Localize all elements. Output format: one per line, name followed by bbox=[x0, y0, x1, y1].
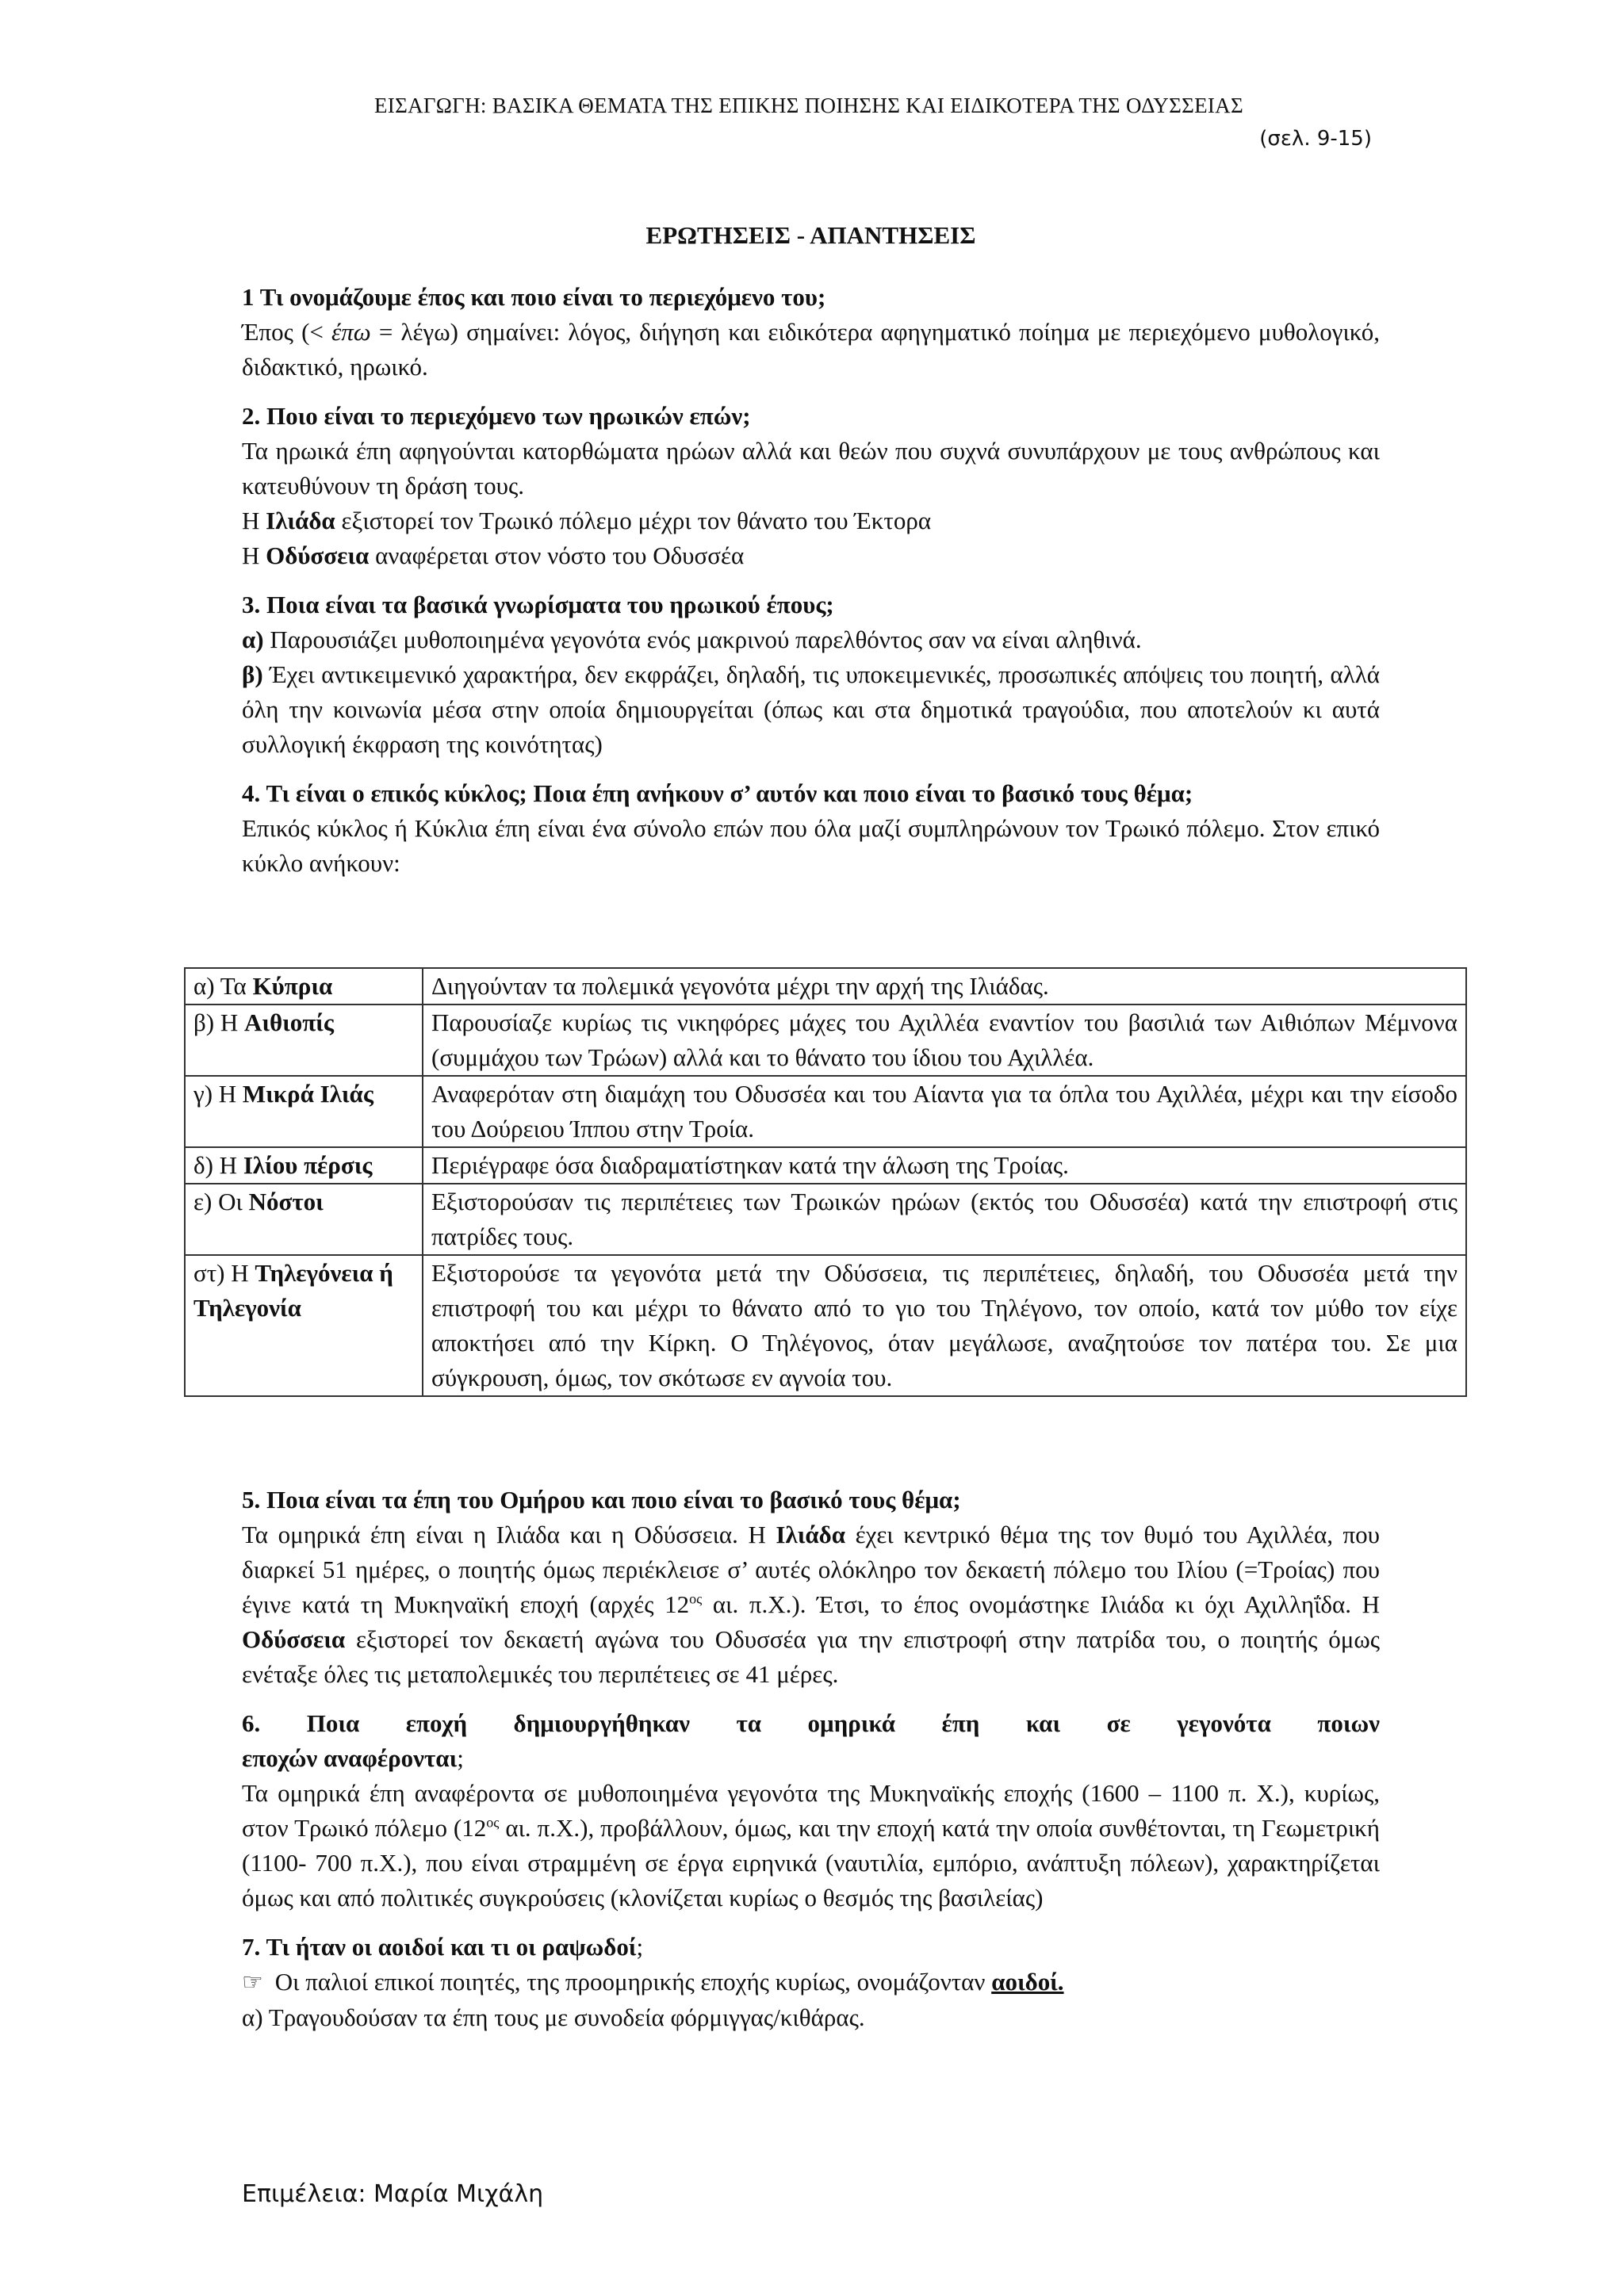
answer-6-sup: ος bbox=[486, 1814, 500, 1831]
question-6-line-2-bold: εποχών αναφέρονται bbox=[242, 1744, 458, 1772]
table-row bbox=[185, 1184, 1466, 1255]
answer-7-line-2: α) Τραγουδούσαν τα έπη τους με συνοδεία φόρμιγγας/κιθάρας. bbox=[242, 2003, 865, 2031]
epic-cycle-table bbox=[184, 967, 1467, 1397]
answer-7-text: Οι παλιοί επικοί ποιητές, της προομηρικής εποχής κυρίως, ονομάζονταν bbox=[269, 1968, 992, 1996]
epic-name: Τηλεγόνεια ή Τηλεγονία bbox=[193, 1259, 393, 1322]
odyssey-text: αναφέρεται στον νόστο του Οδυσσέα bbox=[369, 541, 745, 569]
epic-name: Νόστοι bbox=[248, 1188, 324, 1215]
question-6-end: ; bbox=[457, 1744, 464, 1772]
iliad-text: εξιστορεί τον Τρωικό πόλεμο μέχρι τον θάνατο του Έκτορα bbox=[335, 507, 932, 534]
marker-a: α) bbox=[242, 626, 264, 653]
odyssey-name: Οδύσσεια bbox=[266, 541, 370, 569]
answer-5-iliad: Ιλιάδα bbox=[776, 1521, 846, 1548]
question-7-end: ; bbox=[636, 1933, 644, 1961]
answer-6-text-1: Τα ομηρικά έπη αναφέροντα σε μυθοποιημένα γεγονότα της Μυκηναϊκής εποχής (1600 – 1100 π. Χ.), κυρίως, στον Τρωικό πόλεμο (12 bbox=[242, 1779, 1380, 1842]
epic-name: Ιλίου πέρσις bbox=[243, 1151, 373, 1179]
answer-5-sup: ος bbox=[689, 1590, 703, 1607]
section-q7 bbox=[242, 1930, 1380, 2035]
answer-3-a-text: Παρουσιάζει μυθοποιημένα γεγονότα ενός μακρινού παρελθόντος σαν να είναι αληθινά. bbox=[263, 626, 1142, 653]
iliad-prefix: Η bbox=[242, 507, 266, 534]
question-2: 2. Ποιο είναι το περιεχόμενο των ηρωικών επών; bbox=[242, 402, 751, 430]
epic-name-cell bbox=[185, 1184, 423, 1255]
question-1: 1 Τι ονομάζουμε έπος και ποιο είναι το περιεχόμενο του; bbox=[242, 283, 826, 311]
epic-name-cell bbox=[185, 968, 423, 1004]
main-title: ΕΡΩΤΗΣΕΙΣ - ΑΠΑΝΤΗΣΕΙΣ bbox=[645, 221, 976, 249]
epic-name-cell bbox=[185, 1076, 423, 1147]
epic-prefix: β) Η bbox=[193, 1008, 244, 1036]
iliad-name: Ιλιάδα bbox=[266, 507, 335, 534]
answer-3-b-text: Έχει αντικειμενικό χαρακτήρα, δεν εκφράζει, δηλαδή, τις υποκειμενικές, προσωπικές απόψεις του ποιητή, αλλά όλη την κοινωνία μέσα στην οποία δημιουργείται (όπως και στα δημοτικά τραγούδια, που αποτελούν κι αυτά συλλογική έκφραση της κοινότητας) bbox=[242, 660, 1380, 758]
epic-prefix: ε) Οι bbox=[193, 1188, 249, 1215]
epic-name-cell bbox=[185, 1255, 423, 1396]
epic-prefix: στ) Η bbox=[193, 1259, 255, 1287]
question-6-line-1: 6. Ποια εποχή δημιουργήθηκαν τα ομηρικά έπη και σε γεγονότα ποιων bbox=[242, 1709, 1380, 1737]
epic-description-cell: Παρουσίαζε κυρίως τις νικηφόρες μάχες του Αχιλλέα εναντίον του βασιλιά των Αιθιόπων Μέμνονα (συμμάχου των Τρώων) αλλά και το θάνατο του ίδιου του Αχιλλέα. bbox=[423, 1004, 1466, 1076]
section-q2 bbox=[242, 399, 1380, 573]
odyssey-prefix: Η bbox=[242, 541, 266, 569]
answer-5-text-1: Τα ομηρικά έπη είναι η Ιλιάδα και η Οδύσσεια. Η bbox=[242, 1521, 776, 1548]
epic-prefix: γ) Η bbox=[193, 1080, 243, 1108]
epic-name-cell bbox=[185, 1147, 423, 1184]
question-3: 3. Ποια είναι τα βασικά γνωρίσματα του ηρωικού έπους; bbox=[242, 591, 834, 618]
question-5: 5. Ποια είναι τα έπη του Ομήρου και ποιο είναι το βασικό τους θέμα; bbox=[242, 1486, 961, 1513]
answer-6 bbox=[242, 1776, 1380, 1915]
epic-description-cell: Εξιστορούσαν τις περιπέτειες των Τρωικών ηρώων (εκτός του Οδυσσέα) κατά την επιστροφή στις πατρίδες τους. bbox=[423, 1184, 1466, 1255]
answer-2: Τα ηρωικά έπη αφηγούνται κατορθώματα ηρώων αλλά και θεών που συχνά συνυπάρχουν με τους ανθρώπους και κατευθύνουν τη δράση τους. bbox=[242, 437, 1380, 499]
answer-2-odyssey bbox=[242, 538, 1380, 573]
epic-name: Κύπρια bbox=[252, 972, 333, 1000]
answer-1-italic: έπω bbox=[331, 318, 371, 346]
footer-editor: Επιμέλεια: Μαρία Μιχάλη bbox=[242, 2180, 544, 2208]
question-7 bbox=[242, 1930, 1380, 1965]
epic-description-cell: Εξιστορούσε τα γεγονότα μετά την Οδύσσεια, τις περιπέτειες, δηλαδή, του Οδυσσέα μετά την επιστροφή του και μέχρι το θάνατο από το γιο του Τηλέγονο, τον οποίο, κατά τον μύθο τον είχε αποκτήσει από την Κίρκη. Ο Τηλέγονος, όταν μεγάλωσε, αναζητούσε τον πατέρα του. Σε μια σύγκρουση, όμως, τον σκότωσε εν αγνοία του. bbox=[423, 1255, 1466, 1396]
answer-5-odyssey: Οδύσσεια bbox=[242, 1625, 346, 1653]
answer-5 bbox=[242, 1517, 1380, 1692]
aoidoi-term: αοιδοί. bbox=[991, 1968, 1064, 1996]
section-q4 bbox=[242, 776, 1380, 881]
answer-4: Επικός κύκλος ή Κύκλια έπη είναι ένα σύνολο επών που όλα μαζί συμπληρώνουν τον Τρωικό πόλεμο. Στον επικό κύκλο ανήκουν: bbox=[242, 814, 1380, 877]
question-6-line-2 bbox=[242, 1741, 1380, 1776]
hand-pointer-icon: ☞ bbox=[242, 1969, 263, 1996]
epic-description-cell: Αναφερόταν στη διαμάχη του Οδυσσέα και του Αίαντα για τα όπλα του Αχιλλέα, μέχρι και την είσοδο του Δούρειου Ίππου στην Τροία. bbox=[423, 1076, 1466, 1147]
table-row bbox=[185, 1004, 1466, 1076]
answer-3-b bbox=[242, 657, 1380, 762]
epic-description-cell: Διηγούνταν τα πολεμικά γεγονότα μέχρι την αρχή της Ιλιάδας. bbox=[423, 968, 1466, 1004]
epic-name: Αιθιοπίς bbox=[243, 1008, 334, 1036]
answer-1 bbox=[242, 315, 1380, 385]
table-row bbox=[185, 1147, 1466, 1184]
running-header: ΕΙΣΑΓΩΓΗ: ΒΑΣΙΚΑ ΘΕΜΑΤΑ ΤΗΣ ΕΠΙΚΗΣ ΠΟΙΗΣΗΣ ΚΑΙ ΕΙΔΙΚΟΤΕΡΑ ΤΗΣ ΟΔΥΣΣΕΙΑΣ bbox=[374, 94, 1243, 117]
table-row bbox=[185, 1255, 1466, 1396]
section-q1 bbox=[242, 280, 1380, 385]
content-top bbox=[242, 218, 1380, 895]
question-7-bold: 7. Τι ήταν οι αοιδοί και τι οι ραψωδοί bbox=[242, 1933, 637, 1961]
epic-name: Μικρά Ιλιάς bbox=[242, 1080, 373, 1108]
table-row bbox=[185, 968, 1466, 1004]
question-4: 4. Τι είναι ο επικός κύκλος; Ποια έπη ανήκουν σ’ αυτόν και ποιο είναι το βασικό τους θέμα; bbox=[242, 779, 1193, 807]
answer-5-text-4: εξιστορεί τον δεκαετή αγώνα του Οδυσσέα για την επιστροφή στην πατρίδα του, ο ποιητής όμως ενέταξε όλες τις μεταπολεμικές του περιπέτειες σε 41 μέρες. bbox=[242, 1625, 1380, 1688]
epic-name-cell bbox=[185, 1004, 423, 1076]
table-row bbox=[185, 1076, 1466, 1147]
answer-5-text-2: έχει κεντρικό θέμα της τον θυμό του Αχιλλέα, που διαρκεί 51 ημέρες, ο ποιητής όμως περιέκλεισε σ’ αυτές ολόκληρο τον δεκαετή πόλεμο του Ιλίου (=Τροίας) που έγινε κατά τη Μυκηναϊκή εποχή (αρχές 12 bbox=[242, 1521, 1381, 1618]
epic-prefix: δ) Η bbox=[193, 1151, 243, 1179]
answer-7-line-1 bbox=[242, 1965, 1380, 2000]
answer-2-iliad bbox=[242, 503, 1380, 538]
answer-5-text-3: αι. π.Χ.). Έτσι, το έπος ονομάστηκε Ιλιάδα κι όχι Αχιλληΐδα. Η bbox=[702, 1590, 1381, 1618]
section-q5 bbox=[242, 1483, 1380, 1692]
answer-6-text-2: αι. π.Χ.), προβάλλουν, όμως, και την εποχή κατά την οποία συνθέτονται, τη Γεωμετρική (1100- 700 π.Χ.), που είναι στραμμένη σε έργα ειρηνικά (ναυτιλία, εμπόριο, ανάπτυξη πόλεων), χαρακτηρίζεται όμως και από πολιτικές συγκρούσεις (κλονίζεται κυρίως ο θεσμός της βασιλείας) bbox=[242, 1814, 1381, 1911]
section-q3 bbox=[242, 587, 1380, 762]
epic-prefix: α) Τα bbox=[193, 972, 253, 1000]
section-q6 bbox=[242, 1706, 1380, 1915]
answer-1-text-b: = λέγω) σημαίνει: λόγος, διήγηση και ειδικότερα αφηγηματικό ποίημα με περιεχόμενο μυθολογικό, διδακτικό, ηρωικό. bbox=[242, 318, 1380, 381]
answer-3-a bbox=[242, 622, 1380, 657]
epic-description-cell: Περιέγραφε όσα διαδραματίστηκαν κατά την άλωση της Τροίας. bbox=[423, 1147, 1466, 1184]
answer-1-text-a: Έπος (< bbox=[242, 318, 332, 346]
page-range: (σελ. 9-15) bbox=[1259, 127, 1372, 151]
content-bottom bbox=[242, 1483, 1380, 2049]
marker-b: β) bbox=[242, 660, 263, 688]
